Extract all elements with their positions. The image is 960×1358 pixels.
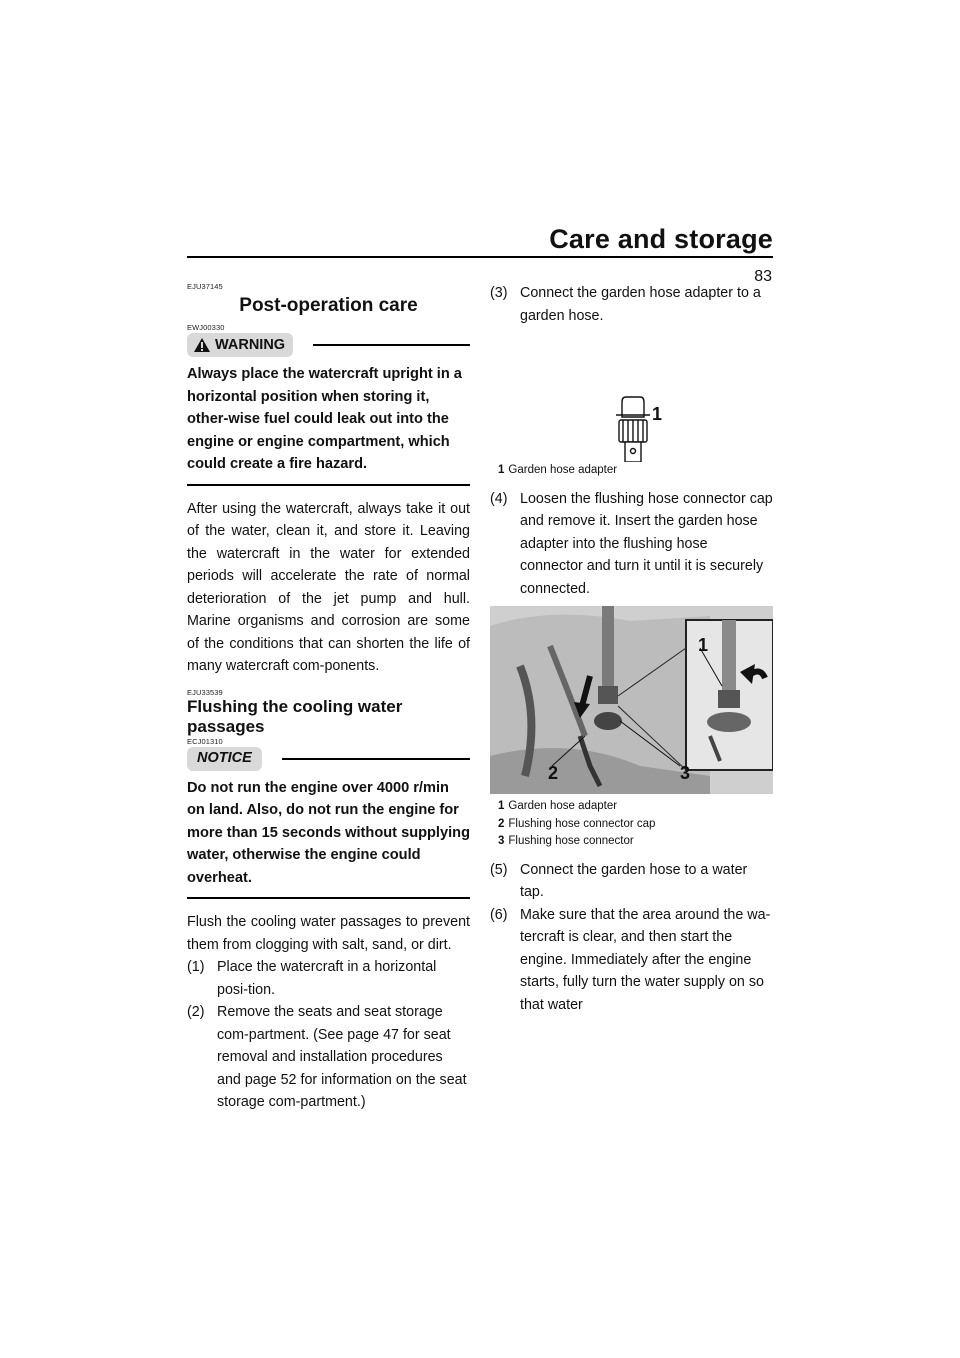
garden-hose-adapter-figure	[490, 327, 773, 462]
step-number: (5)	[490, 861, 508, 878]
notice-label: NOTICE	[197, 750, 252, 767]
garden-hose-adapter-illustration	[490, 327, 773, 462]
subsection-code: EJU33539	[187, 687, 223, 697]
step-text: Place the watercraft in a horizontal posi-tion.	[217, 959, 437, 998]
caption-number: 3	[498, 835, 505, 847]
figure-2-callout-3: 3	[680, 763, 691, 783]
notice-text: Do not run the engine over 4000 r/min on land. Also, do not run the engine for more than 15 seconds without supplying water, otherwise the engine could overheat.	[187, 779, 470, 886]
step-6	[490, 904, 773, 1017]
step-number: (2)	[187, 1004, 205, 1020]
notice-code: ECJ01310	[187, 736, 223, 746]
step-text: Make sure that the area around the wa-tercraft is clear, and then start the engine. Immediately after the engine starts, fully turn the water supply on so that water	[520, 906, 771, 1013]
right-column	[490, 282, 773, 1016]
section-title: Post-operation care	[239, 295, 418, 316]
caption-number: 1	[498, 800, 505, 812]
figure-2-caption-3	[498, 833, 773, 851]
warning-code: EWJ00330	[187, 323, 225, 332]
warning-triangle-icon	[193, 337, 211, 353]
step-1	[187, 956, 470, 1001]
warning-rule	[313, 344, 470, 346]
warning-text: Always place the watercraft upright in a horizontal position when storing it, other-wise fuel could leak out into the engine or engine compartment, which could create a fire hazard.	[187, 366, 462, 472]
flushing-connection-photo	[490, 606, 773, 794]
figure-2-caption-2	[498, 816, 773, 834]
warning-bottom-rule	[187, 484, 470, 486]
step-number: (1)	[187, 959, 205, 975]
notice-rule	[282, 758, 470, 760]
caption-text: Garden hose adapter	[508, 800, 618, 812]
flushing-connection-figure	[490, 606, 773, 794]
notice-header	[187, 747, 470, 771]
step-3	[490, 282, 773, 327]
step-text: Loosen the flushing hose connector cap and remove it. Insert the garden hose adapter into the flushing hose connector and turn it until it is securely connected.	[520, 490, 773, 597]
intro-paragraph: After using the watercraft, always take it out of the water, clean it, and store it. Leaving the watercraft in the water for extended periods will accelerate the rate of normal deterioration of the jet pump and hull. Marine organisms and corrosion are some of the conditions that can shorten the life of many watercraft com-ponents.	[187, 500, 470, 674]
step-4	[490, 488, 773, 601]
warning-header	[187, 333, 470, 357]
left-column	[187, 282, 470, 1114]
warning-label: WARNING	[215, 336, 286, 353]
step-2	[187, 1001, 470, 1114]
caption-text: Flushing hose connector	[508, 835, 634, 847]
step-text: Remove the seats and seat storage com-partment. (See page 47 for seat removal and installation procedures and page 52 for information on the seat storage com-partment.)	[217, 1004, 467, 1110]
section-code: EJU37145	[187, 282, 223, 291]
step-text: Connect the garden hose to a water tap.	[520, 861, 748, 900]
caption-number: 2	[498, 817, 505, 830]
page-number: 83	[754, 268, 772, 285]
flush-intro: Flush the cooling water passages to prevent them from clogging with salt, sand, or dirt.	[187, 914, 470, 953]
step-number: (3)	[490, 285, 508, 301]
step-text: Connect the garden hose adapter to a garden hose.	[520, 285, 761, 324]
figure-2-callout-2: 2	[548, 763, 559, 783]
notice-badge	[187, 747, 262, 771]
notice-bottom-rule	[187, 897, 470, 899]
caption-text: Flushing hose connector cap	[508, 817, 656, 830]
subsection-title: Flushing the cooling water passages	[187, 696, 403, 736]
step-number: (4)	[490, 490, 508, 507]
step-number: (6)	[490, 906, 508, 923]
caption-number: 1	[498, 464, 505, 476]
caption-text: Garden hose adapter	[508, 464, 618, 476]
figure-1-caption	[498, 462, 773, 480]
figure-2-callout-1: 1	[698, 635, 709, 655]
page-header-title: Care and storage	[549, 224, 773, 254]
figure-1-callout: 1	[652, 404, 663, 424]
step-5	[490, 859, 773, 904]
figure-2-caption-1	[498, 798, 773, 816]
header-rule	[187, 256, 773, 258]
warning-badge	[187, 333, 293, 357]
